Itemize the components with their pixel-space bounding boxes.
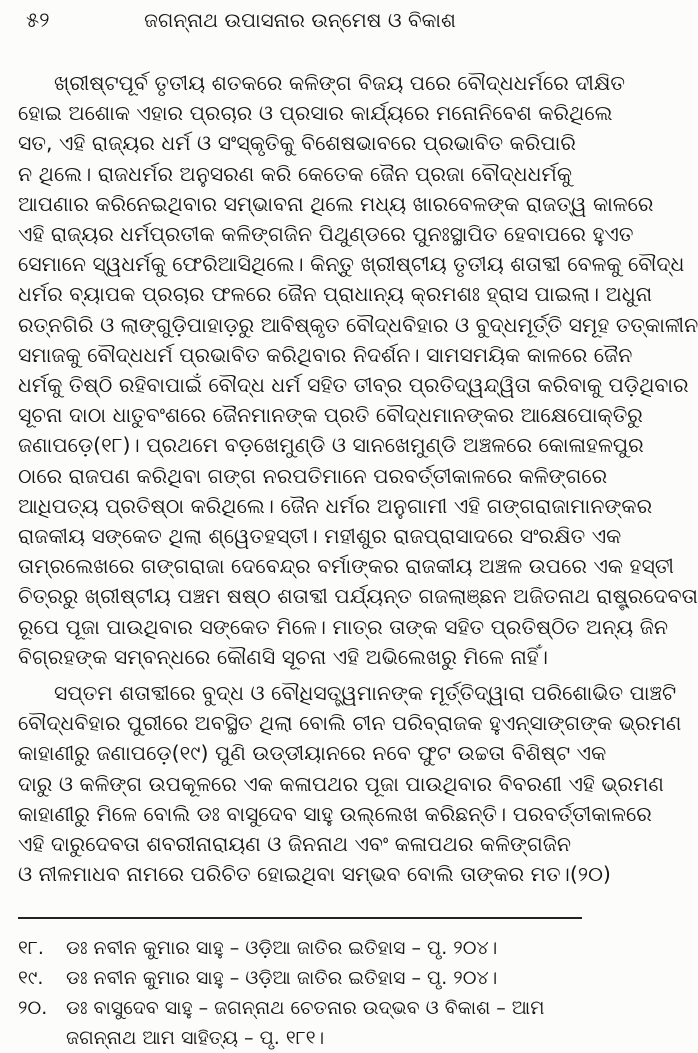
text-line: ଚିତ୍ରରୁ ଖ୍ରୀଷ୍ଟୀୟ ପଞ୍ଚମ ଷଷ୍ଠ ଶତାବ୍ଦୀ ପର୍ଯ୍ୟନ୍ତ ଗଜଲାଞ୍ଛନ ଅଜିତନାଥ ରାଷ୍ଟ୍ରଦେବତା — [18, 584, 698, 609]
text-line: ହୋଇ ଅଶୋକ ଏହାର ପ୍ରଚାର ଓ ପ୍ରସାର କାର୍ଯ୍ୟରେ ମନୋନିବେଶ କରିଥିଲେ — [18, 101, 613, 126]
footnote-19 — [18, 963, 582, 993]
footnote-number: ୧୯. — [18, 967, 44, 990]
footnote-divider — [18, 917, 582, 919]
footnote-continuation: ଜଗନ୍ନାଥ ଆମ ସାହିତ୍ୟ – ପୃ. ୧୮୧। — [66, 1027, 325, 1050]
text-line: ସମାଜକୁ ବୌଦ୍ଧଧର୍ମ ପ୍ରଭାବିତ କରିଥିବାର ନିଦର୍ଶନ। ସାମସମୟିକ କାଳରେ ଜୈନ — [18, 342, 633, 367]
text-line: ଖ୍ରୀଷ୍ଟପୂର୍ବ ତୃତୀୟ ଶତକରେ କଳିଙ୍ଗ ବିଜୟ ପରେ ବୌଦ୍ଧଧର୍ମରେ ଦୀକ୍ଷିତ — [54, 71, 626, 95]
footnote-text: ଡଃ ନବୀନ କୁମାର ସାହୁ – ଓଡ଼ିଆ ଜାତିର ଇତିହାସ – ପୃ. ୨୦୪। — [66, 937, 498, 960]
footnotes — [18, 933, 582, 1053]
text-line: ରାଜକୀୟ ସଙ୍କେତ ଥିଲା ଶ୍ୱେତହସ୍ତୀ। ମହୀଶୁର ରାଜପ୍ରାସାଦରେ ସଂରକ୍ଷିତ ଏକ — [18, 524, 622, 549]
text-line: ସୂଚନା ଦାଠା ଧାତୁବଂଶରେ ଜୈନମାନଙ୍କ ପ୍ରତି ବୌଦ୍ଧମାନଙ୍କର ଆକ୍ଷେପୋକ୍ତିରୁ — [18, 403, 643, 428]
text-line: ତାମ୍ରଲେଖରେ ଗଙ୍ଗରାଜା ଦେବେନ୍ଦ୍ର ବର୍ମାଙ୍କର ରାଜକୀୟ ଅଞ୍ଚଳ ଉପରେ ଏକ ହସ୍ତୀ — [18, 554, 674, 579]
text-line: ବୌଦ୍ଧବିହାର ପୁରୀରେ ଅବସ୍ଥିତ ଥିଲା ବୋଲି ଚୀନ ପରିବ୍ରାଜକ ହୁଏନ୍‌ସାଙ୍ଗଙ୍କ ଭ୍ରମଣ — [18, 711, 682, 736]
text-line: କାହାଣୀରୁ ଜଣାପଡ଼େ(୧୯) ପୁଣି ଉଡ୍ଡୀୟାନରେ ନବେ ଫୁଟ ଉଚ୍ଚତା ବିଶିଷ୍ଟ ଏକ — [18, 741, 607, 766]
text-line: ଧର୍ମର ବ୍ୟାପକ ପ୍ରଚାର ଫଳରେ ଜୈନ ପ୍ରାଧାନ୍ୟ କ୍ରମଶଃ ହ୍ରାସ ପାଇଲା। ଅଧୁନା — [18, 282, 653, 307]
text-line: ସେମାନେ ସ୍ୱଧର୍ମକୁ ଫେରିଆସିଥିଲେ। କିନ୍ତୁ ଖ୍ରୀଷ୍ଟୀୟ ତୃତୀୟ ଶତାବ୍ଦୀ ବେଳକୁ ବୌଦ୍ଧ — [18, 252, 685, 277]
footnote-number: ୧୮. — [18, 937, 44, 960]
footnote-18 — [18, 933, 582, 963]
footnote-number: ୨୦. — [18, 997, 48, 1020]
running-title: ଜଗନ୍ନାଥ ଉପାସନାର ଉନ୍ମେଷ ଓ ବିକାଶ — [144, 8, 456, 32]
paragraph-1 — [18, 68, 698, 672]
text-line: ଜଣାପଡ଼େ(୧୮)। ପ୍ରଥମେ ବଡ଼ଖେମୁଣ୍ଡି ଓ ସାନଖେମୁଣ୍ଡି ଅଞ୍ଚଳରେ କୋଳାହଳପୁର — [18, 433, 644, 458]
paragraph-2 — [18, 678, 682, 889]
page-header — [18, 6, 582, 50]
page-number: ୫୨ — [26, 8, 50, 32]
footnote-text: ଡଃ ବାସୁଦେବ ସାହୁ – ଜଗନ୍ନାଥ ଚେତନାର ଉଦ୍‌ଭବ ଓ ବିକାଶ – ଆମ — [66, 997, 545, 1020]
text-line: ନ ଥିଲେ। ରାଜଧର୍ମର ଅନୁସରଣ କରି କେତେକ ଜୈନ ପ୍ରଜା ବୌଦ୍ଧଧର୍ମକୁ — [18, 161, 572, 186]
text-line: ଧର୍ମକୁ ତିଷ୍ଠି ରହିବାପାଇଁ ବୌଦ୍ଧ ଧର୍ମ ସହିତ ତୀବ୍ର ପ୍ରତିଦ୍ୱନ୍ଦ୍ୱିତା କରିବାକୁ ପଡ଼ିଥିବାର — [18, 373, 689, 398]
text-line: ରୂପେ ପୂଜା ପାଉଥିବାର ସଙ୍କେତ ମିଳେ। ମାତ୍ର ତାଙ୍କ ସହିତ ପ୍ରତିଷ୍ଠିତ ଅନ୍ୟ ଜିନ — [18, 614, 669, 639]
text-line: ଆପଣାର କରିନେଇଥିବାର ସମ୍ଭାବନା ଥିଲେ ମଧ୍ୟ ଖାରବେଳଙ୍କ ରାଜତ୍ୱ କାଳରେ — [18, 191, 654, 216]
text-line: ଏହି ରାଜ୍ୟର ଧର୍ମପ୍ରତୀକ କଳିଙ୍ଗଜିନ ପିଥୁଣ୍ଡରେ ପୁନଃସ୍ଥାପିତ ହେବାପରେ ହୁଏତ — [18, 222, 634, 247]
text-line: ବିଗ୍ରହଙ୍କ ସମ୍ବନ୍ଧରେ କୌଣସି ସୂଚନା ଏହି ଅଭିଲେଖରୁ ମିଳେ ନାହିଁ। — [18, 644, 548, 669]
text-line: ଓ ନୀଳମାଧବ ନାମରେ ପରିଚିତ ହୋଇଥିବା ସମ୍ଭବ ବୋଲି ତାଙ୍କର ମତ।(୨୦) — [18, 862, 611, 887]
text-line: କାହାଣୀରୁ ମିଳେ ବୋଲି ଡଃ ବାସୁଦେବ ସାହୁ ଉଲ୍ଲେଖ କରିଛନ୍ତି। ପରବର୍ତ୍ତୀକାଳରେ — [18, 801, 652, 826]
text-line: ସତ, ଏହି ରାଜ୍ୟର ଧର୍ମ ଓ ସଂସ୍କୃତିକୁ ବିଶେଷଭାବରେ ପ୍ରଭାବିତ କରିପାରି — [18, 131, 576, 156]
text-line: ଏହି ଦାରୁଦେବତା ଶବରୀନାରାୟଣ ଓ ଜିନନାଥ ଏବଂ କଳାପଥର କଳିଙ୍ଗଜିନ — [18, 832, 571, 857]
text-line: ଦାରୁ ଓ କଳିଙ୍ଗ ଉପକୂଳରେ ଏକ କଳାପଥର ପୂଜା ପାଉଥିବାର ବିବରଣୀ ଏହି ଭ୍ରମଣ — [18, 771, 664, 796]
body-text — [18, 68, 698, 889]
text-line: ଆଧିପତ୍ୟ ପ୍ରତିଷ୍ଠା କରିଥିଲେ। ଜୈନ ଧର୍ମର ଅନୁଗାମୀ ଏହି ଗଙ୍ଗରାଜାମାନଙ୍କର — [18, 493, 653, 518]
footnote-text: ଡଃ ନବୀନ କୁମାର ସାହୁ – ଓଡ଼ିଆ ଜାତିର ଇତିହାସ – ପୃ. ୨୦୪। — [66, 967, 498, 990]
footnote-20 — [18, 993, 582, 1023]
text-line: ଠାରେ ରାଜପଣ କରିଥିବା ଗଙ୍ଗ ନରପତିମାନେ ପରବର୍ତ୍ତୀକାଳରେ କଳିଙ୍ଗରେ — [18, 463, 608, 488]
text-line: ସପ୍ତମ ଶତାବ୍ଦୀରେ ବୁଦ୍ଧ ଓ ବୌଧିସତ୍ତ୍ୱମାନଙ୍କ ମୂର୍ତ୍ତିଦ୍ୱାରା ପରିଶୋଭିତ ପାଞ୍ଚଟି — [54, 681, 677, 706]
text-line: ରତ୍ନଗିରି ଓ ଲାଙ୍ଗୁଡ଼ିପାହାଡ଼ରୁ ଆବିଷ୍କୃତ ବୌଦ୍ଧବିହାର ଓ ବୁଦ୍ଧମୂର୍ତ୍ତି ସମୂହ ତତ୍କାଳୀନ — [18, 312, 698, 337]
